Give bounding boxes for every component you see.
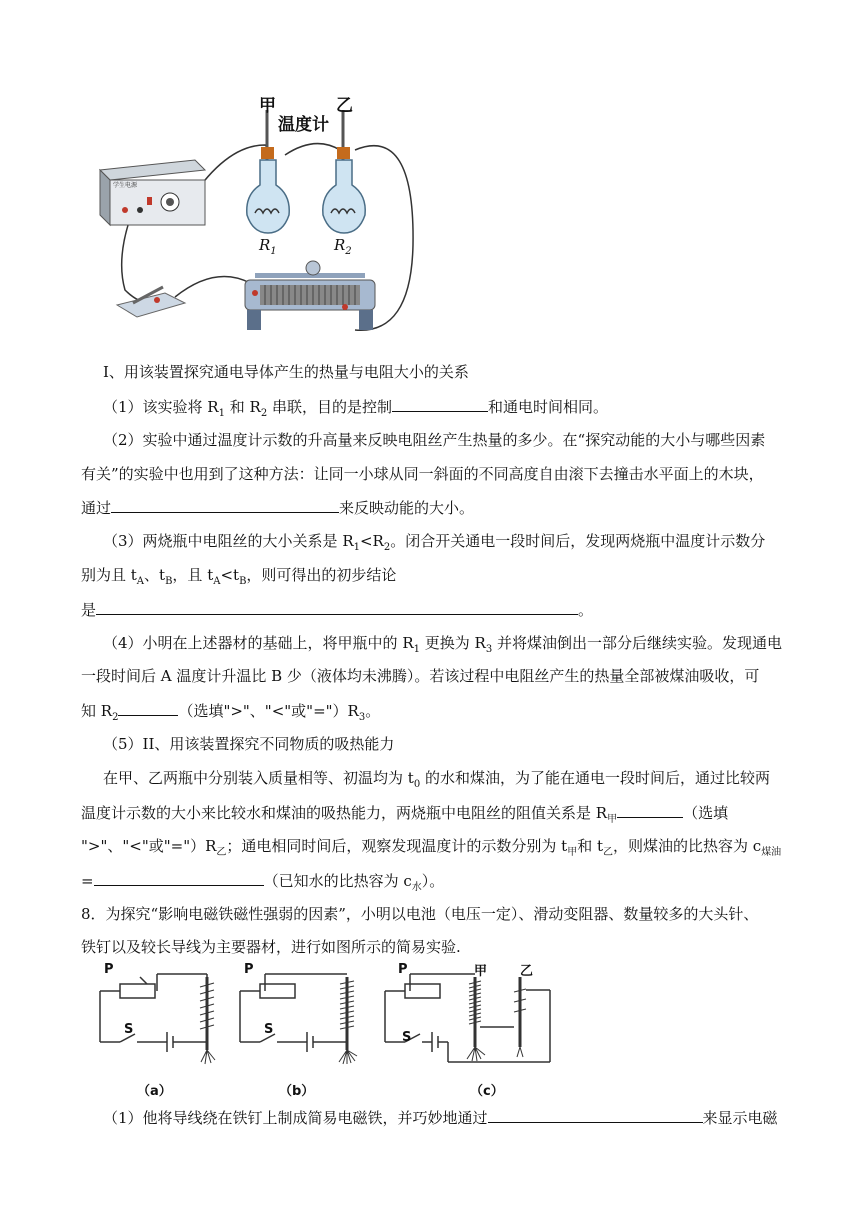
circuit-b (240, 974, 357, 1064)
question-4-line1: （4）小明在上述器材的基础上，将甲瓶中的 $R_1$ 更换为 $R_3$ 并将煤油倒出一部分后继续实验。发现通电 (103, 634, 782, 655)
question-8-1: （1）他将导线绕在铁钉上制成简易电磁铁，并巧妙地通过 来显示电磁 (103, 1109, 778, 1127)
question-4-line2: 一段时间后 A 温度计升温比 B 少（液体均未沸腾）。若该过程中电阻丝产生的热量全部被煤油吸收，可 (81, 667, 760, 685)
part2-heading: （5）II、用该装置探究不同物质的吸热能力 (103, 735, 395, 753)
label-s-b: S (264, 1022, 274, 1037)
question-2-line3: 通过 来反映动能的大小。 (81, 499, 475, 517)
label-jia: 甲 (259, 96, 276, 116)
question-3-line2: 别为且 $t_A$、$t_B$，且 $t_A<t_B$，则可得出的初步结论 (81, 566, 397, 587)
label-s-c: S (402, 1030, 412, 1045)
answer-blank-2[interactable] (111, 497, 339, 513)
part2-line2: 温度计示数的大小来比较水和煤油的吸热能力，两烧瓶中电阻丝的阻值关系是 $R_甲$ （选填 (81, 804, 729, 825)
caption-c: （c） (470, 1084, 504, 1099)
part2-line4: = （已知水的比热容为 $c_水$）。 (81, 872, 445, 893)
label-p-b: P (244, 962, 254, 977)
label-r1: $R_1$ (259, 236, 277, 257)
label-p-c: P (398, 962, 408, 977)
answer-blank-5[interactable] (617, 802, 683, 818)
answer-blank-3[interactable] (96, 599, 578, 615)
label-s-a: S (124, 1022, 134, 1037)
question-3-line3: 是 。 (81, 601, 594, 619)
flask-r2-icon (323, 110, 365, 233)
part2-line1: 在甲、乙两瓶中分别装入质量相等、初温均为 $t_0$ 的水和煤油，为了能在通电一段时间后，通过比较两 (103, 769, 770, 790)
label-yi-c: 乙 (520, 964, 534, 979)
answer-blank-6[interactable] (94, 870, 264, 886)
label-p-a: P (104, 962, 114, 977)
label-thermometer: 温度计 (278, 115, 329, 135)
caption-b: （b） (279, 1084, 315, 1099)
power-supply-icon (100, 160, 205, 225)
circuit-c (385, 974, 550, 1062)
answer-blank-4[interactable] (118, 700, 178, 716)
power-supply-label: 学生电源 (113, 182, 138, 189)
answer-blank-7[interactable] (488, 1107, 703, 1123)
part1-heading: I、用该装置探究通电导体产生的热量与电阻大小的关系 (103, 363, 469, 381)
label-r2: $R_2$ (334, 236, 352, 257)
rheostat-icon (245, 261, 375, 330)
question-1: （1）该实验将 $R_1$ 和 $R_2$ 串联，目的是控制 和通电时间相同。 (103, 398, 608, 419)
question-8-line1: 8．为探究“影响电磁铁磁性强弱的因素”，小明以电池（电压一定）、滑动变阻器、数量较多的大头针、 (81, 905, 759, 923)
question-3-line1: （3）两烧瓶中电阻丝的大小关系是 $R_1<R_2$。闭合开关通电一段时间后，发现两烧瓶中温度计示数分 (103, 532, 766, 553)
answer-blank-1[interactable] (392, 396, 488, 412)
question-2-line1: （2）实验中通过温度计示数的升高量来反映电阻丝产生热量的多少。在“探究动能的大小与哪些因素 (103, 431, 766, 449)
question-4-line3: 知 $R_2$ （选填">"、"<"或"$=")R_3$。 (81, 702, 381, 723)
caption-a: （a） (137, 1084, 172, 1099)
part2-line3: ">"、"<"或"$=")R_乙$；通电相同时间后，观察发现温度计的示数分别为 $t_甲$和 $t_乙$，则煤油的比热容为 $c_{煤油}$ (81, 837, 782, 858)
label-jia-c: 甲 (474, 964, 488, 979)
question-8-line2: 铁钉以及较长导线为主要器材，进行如图所示的简易实验. (81, 938, 461, 956)
circuit-a (100, 974, 215, 1064)
electromagnet-circuits-figure (95, 962, 565, 1077)
experiment-apparatus-figure (95, 85, 425, 340)
label-yi: 乙 (336, 96, 353, 116)
question-2-line2: 有关”的实验中也用到了这种方法：让同一小球从同一斜面的不同高度自由滚下去撞击水平面上的木块， (81, 465, 764, 483)
